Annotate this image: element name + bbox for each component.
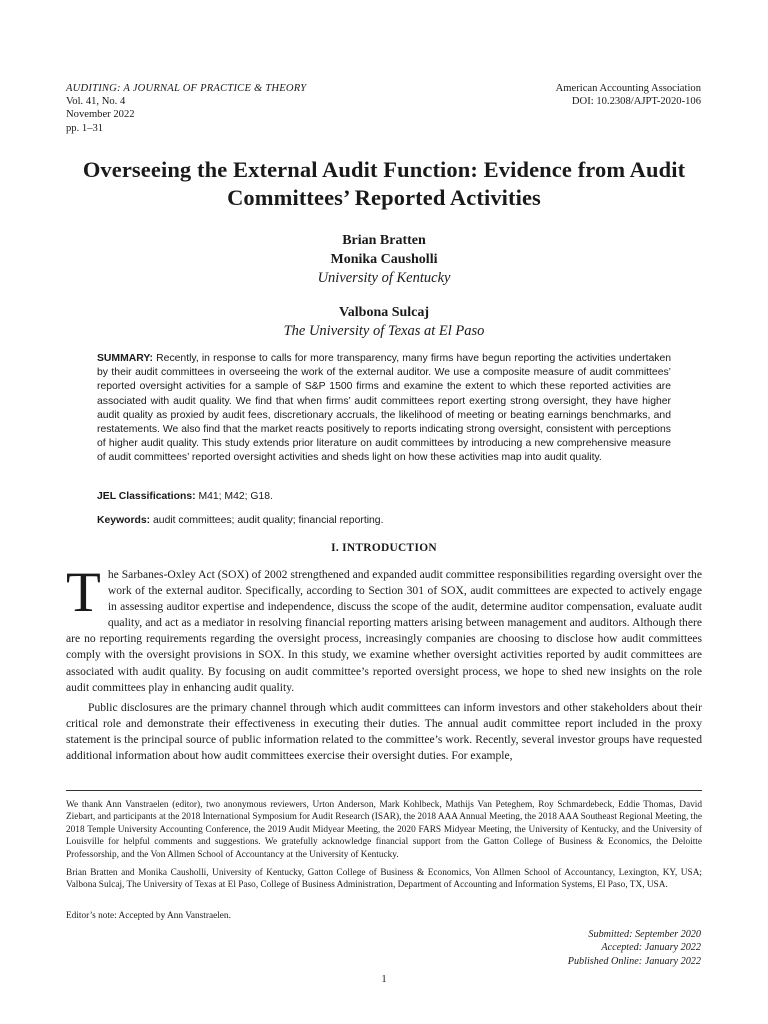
- author-affiliation: The University of Texas at El Paso: [283, 323, 485, 339]
- publisher-name: American Accounting Association: [555, 83, 701, 94]
- summary-text: Recently, in response to calls for more transparency, many firms have begun reporting the activities undertaken by their audit committees in overseeing the work of the external auditor. We use a composite measure of audit committees’ reported oversight activities for a sample of S&P 1500 firms and examine the extent to which these reported activities are associated with audit quality. We find that when firms’ audit committees report exerting strong oversight, they have higher audit quality as proxied by audit fees, discretionary accruals, the likelihood of meeting or beating earnings benchmarks, and restatements. We also find that the market reacts positively to reports indicating strong oversight, consistent with perceptions of higher audit quality. This study extends prior literature on audit committees by introducing a new comprehensive measure of audit committees’ reported oversight activities and sheds light on how these activities map into audit quality.: [97, 353, 671, 464]
- publisher-header: [556, 82, 701, 108]
- author-name: Brian Bratten: [342, 233, 426, 248]
- journal-header: [66, 82, 306, 135]
- jel-classifications: [97, 490, 671, 504]
- intro-paragraph-1: [66, 561, 702, 696]
- journal-pages: pp. 1–31: [66, 122, 104, 134]
- journal-name: AUDITING: A JOURNAL OF PRACTICE & THEORY: [66, 83, 307, 94]
- doi: DOI: 10.2308/AJPT-2020-106: [571, 96, 701, 108]
- journal-date: November 2022: [66, 109, 135, 121]
- author-name: Valbona Sulcaj: [338, 305, 430, 320]
- abstract-summary: [97, 352, 671, 466]
- jel-text: M41; M42; G18.: [195, 491, 273, 502]
- author-addresses: Brian Bratten and Monika Causholli, University of Kentucky, Gatton College of Business & Economics, Von Allmen School of Accountancy, Lexington, KY, USA; Valbona Sulcaj, The University of Texas at El Paso, College of Business Administration, Department of Accounting and Information Systems, El Paso, TX, USA.: [66, 868, 702, 891]
- keywords-label: Keywords:: [97, 515, 151, 526]
- page-number: 1: [381, 974, 387, 985]
- submitted-date: Submitted: September 2020: [588, 929, 701, 940]
- editor-note: Editor’s note: Accepted by Ann Vanstraelen.: [66, 911, 231, 921]
- keywords-text: audit committees; audit quality; financial reporting.: [150, 515, 384, 526]
- journal-volume: Vol. 41, No. 4: [66, 96, 126, 108]
- intro-paragraph-1-text: he Sarbanes-Oxley Act (SOX) of 2002 strengthened and expanded audit committee responsibilities regarding oversight over the work of the external auditor. Specifically, according to Section 301 of SOX, audit committees are expected to actively engage in assessing auditor expertise and independence, discuss the scope of the audit, determine auditor compensation, evaluate audit quality, and act as a mediator in resolving financial reporting matters arising between management and auditors. Although there are no reporting requirements regarding the oversight process, increasingly companies are choosing to disclose how audit committees comply with the oversight provisions in SOX. In this study, we examine whether oversight activities reported by audit committees are associated with audit quality. By focusing on audit committee’s reported oversight process, we hope to shed new insights on the role audit committees play in enhancing audit quality.: [66, 568, 702, 694]
- jel-label: JEL Classifications:: [97, 491, 196, 502]
- acknowledgements: We thank Ann Vanstraelen (editor), two anonymous reviewers, Urton Anderson, Mark Kohlbeck, Mathijs Van Peteghem, Roy Schmardebeck, Eddie Thomas, David Ziebart, and participants at the 2018 International Symposium for Audit Research (ISAR), the 2018 AAA Annual Meeting, the 2018 AAA Southeast Regional Meeting, the 2018 Temple University Accounting Conference, the 2019 Audit Midyear Meeting, the 2020 FARS Midyear Meeting, the University of Kentucky, and the University of Louisville for helpful comments and suggestions. We gratefully acknowledge financial support from the Gatton College of Business & Economics, the Deloitte Professorship, and the Von Allmen School of Accountancy at the University of Kentucky.: [66, 800, 702, 860]
- drop-cap: T: [66, 561, 101, 624]
- intro-paragraph-2: Public disclosures are the primary channel through which audit committees can inform investors and other stakeholders about their critical role and demonstrate their effectiveness in executing their duties. The annual audit committee report included in the proxy statement is the principal source of public information related to the committee’s work. Recently, several investor groups have requested additional information about how audit committees exercise their oversight duties. For example,: [66, 701, 702, 763]
- section-heading: I. INTRODUCTION: [331, 542, 437, 554]
- footnote-divider: [66, 790, 702, 791]
- keywords: [97, 514, 671, 528]
- author-affiliation: University of Kentucky: [317, 270, 451, 286]
- publication-dates: [568, 928, 701, 968]
- accepted-date: Accepted: January 2022: [601, 942, 701, 954]
- published-date: Published Online: January 2022: [567, 955, 701, 967]
- author-block-2: [0, 303, 768, 341]
- author-block-1: [0, 231, 768, 288]
- summary-label: SUMMARY:: [97, 353, 153, 364]
- author-name: Monika Causholli: [330, 252, 438, 267]
- article-title: Overseeing the External Audit Function: Evidence from Audit Committees’ Reported Activities: [82, 157, 686, 210]
